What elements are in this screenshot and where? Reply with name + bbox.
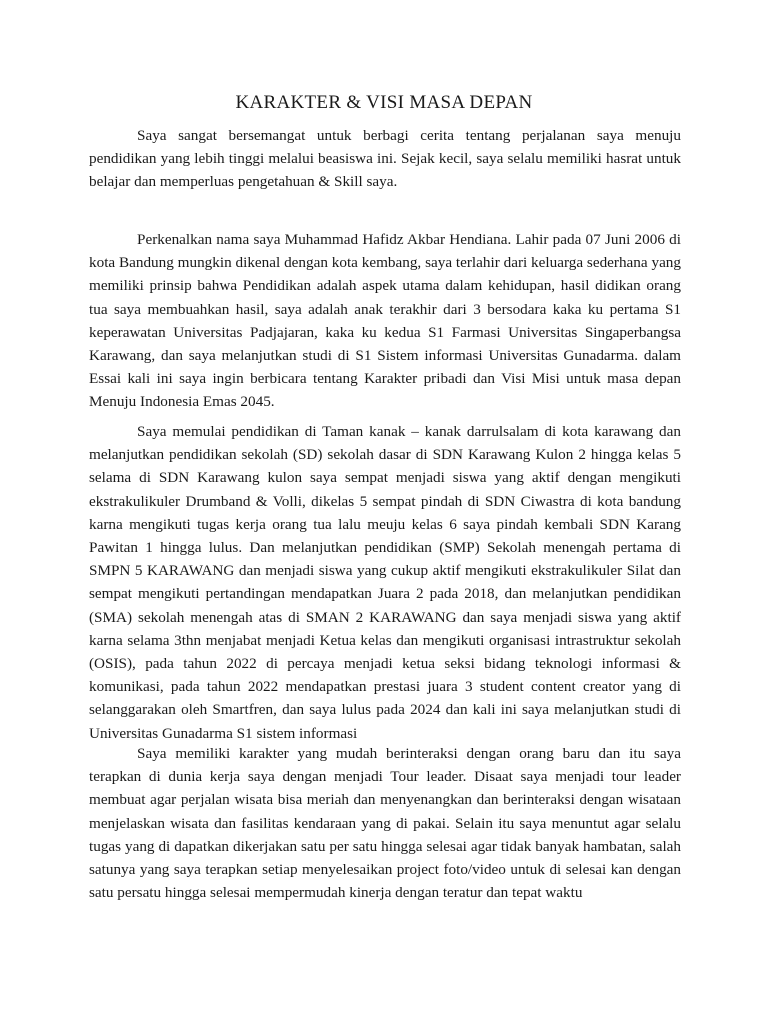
paragraph-intro: Saya sangat bersemangat untuk berbagi cerita tentang perjalanan saya menuju pendidikan yang lebih tinggi melalui beasiswa ini. Sejak kecil, saya selalu memiliki hasrat untuk belajar dan memperluas pengetahuan & Skill saya. bbox=[89, 127, 681, 191]
paragraph-character: Saya memiliki karakter yang mudah berinteraksi dengan orang baru dan itu saya terapkan di dunia kerja saya dengan menjadi Tour leader. Disaat saya menjadi tour leader membuat agar perjalan wisata bisa meriah dan menyenangkan dan berinteraksi dengan wisataan menjelaskan wisata dan fasilitas kendaraan yang di pakai. Selain itu saya menuntut agar selalu tugas yang di dapatkan dikerjakan satu per satu hingga selesai agar tidak banyak hambatan, salah satunya yang saya terapkan setiap menyelesaikan project foto/video untuk di selesai kan dengan satu persatu hingga selesai mempermudah kinerja dengan teratur dan tepat waktu bbox=[89, 745, 681, 902]
paragraph-introduction-self: Perkenalkan nama saya Muhammad Hafidz Akbar Hendiana. Lahir pada 07 Juni 2006 di kota Bandung mungkin dikenal dengan kota kembang, saya terlahir dari keluarga sederhana yang memiliki prinsip bahwa Pendidikan adalah aspek utama dalam kehidupan, hasil didikan orang tua saya membuahkan hasil, saya adalah anak terakhir dari 3 bersodara kaka ku pertama S1 keperawatan Universitas Padjajaran, kaka ku kedua S1 Farmasi Universitas Singaperbangsa Karawang, dan saya melanjutkan studi di S1 Sistem informasi Universitas Gunadarma. dalam Essai kali ini saya ingin berbicara tentang Karakter pribadi dan Visi Misi untuk masa depan Menuju Indonesia Emas 2045. bbox=[89, 231, 681, 411]
paragraph-education-history: Saya memulai pendidikan di Taman kanak – kanak darrulsalam di kota karawang dan melanjutkan pendidikan sekolah (SD) sekolah dasar di SDN Karawang Kulon 2 hingga kelas 5 selama di SDN Karawang kulon saya sempat menjadi siswa yang aktif dengan mengikuti ekstrakulikuler Drumband & Volli, dikelas 5 sempat pindah di SDN Ciwastra di kota bandung karna mengikuti tugas kerja orang tua lalu meuju kelas 6 saya pindah kembali SDN Karang Pawitan 1 hingga lulus. Dan melanjutkan pendidikan (SMP) Sekolah menengah pertama di SMPN 5 KARAWANG dan menjadi siswa yang cukup aktif mengikuti ekstrakulikuler Silat dan sempat mengikuti pertandingan mendapatkan Juara 2 pada 2018, dan melanjutkan pendidikan (SMA) sekolah menengah atas di SMAN 2 KARAWANG dan saya menjadi siswa yang aktif karna selama 3thn menjabat menjadi Ketua kelas dan mengikuti organisasi intrastruktur sekolah (OSIS), pada tahun 2022 di percaya menjadi ketua seksi bidang teknologi informasi & komunikasi, pada tahun 2022 mendapatkan prestasi juara 3 student content creator yang di selanggarakan oleh Smartfren, dan saya lulus pada 2024 dan kali ini saya melanjutkan studi di Universitas Gunadarma S1 sistem informasi bbox=[89, 423, 681, 742]
document-title: KARAKTER & VISI MASA DEPAN bbox=[235, 92, 533, 113]
